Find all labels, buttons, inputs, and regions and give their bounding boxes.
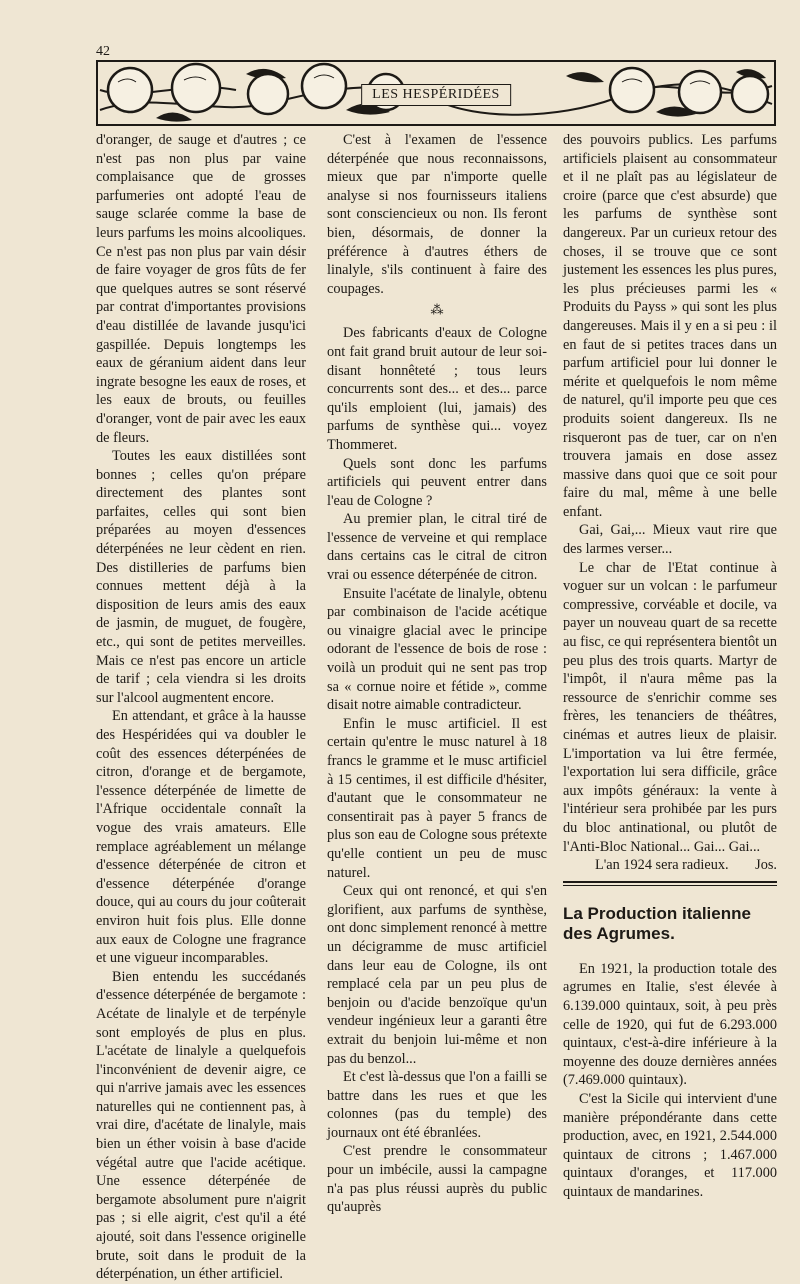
section-divider-thin [563, 885, 777, 886]
paragraph: Ensuite l'acétate de linalyle, obtenu par combinaison de l'acide acétique ou vinaigre glacial avec le principe odorant de l'essence de bois de rose : voilà un produit qui ne sent pas trop sa « cornue noire et fétide », comme disait notre aimable contradicteur. [327, 585, 547, 714]
column-2 [327, 131, 547, 1217]
paragraph: Enfin le musc artificiel. Il est certain qu'entre le musc naturel à 18 francs le gramme et le musc artificiel à 15 centimes, il est difficile d'hésiter, d'autant que le consommateur ne consentirait pas à payer 5 francs de plus son eau de Cologne sous prétexte qu'elle contient un peu de musc naturel. [327, 715, 547, 881]
column-1 [96, 131, 306, 1284]
paragraph: Le char de l'Etat continue à voguer sur un volcan : le parfumeur compressive, corvéable et docile, va payer un nouveau quart de sa recette au fisc, ce qui représentera bientôt un peu plus des trois quarts. Martyr de l'impôt, il n'aura même pas la ressource de s'enrichir comme ses frères, les tenanciers de théâtres, cinémas et autres lieux de plaisir. L'importation va lui être fermée, l'exportation lui sera difficile, grâce aux impôts généraux: la vente à l'intérieur sera prohibée par les purs du bloc antinational, ou plutôt de l'Anti-Bloc National... Gai... Gai... [563, 559, 777, 855]
paragraph: C'est la Sicile qui intervient d'une manière prépondérante dans cette production, avec, en 1921, 2.544.000 quintaux de citrons ; 1.467.000 quintaux d'oranges, et 117.000 quintaux de mandarines. [563, 1090, 777, 1200]
paragraph: Toutes les eaux distillées sont bonnes ; celles qu'on prépare directement des plantes sont parfaites, celles qui sont bien préparées au moyen d'essences déterpénées ne leur cèdent en rien. Des distilleries de parfums bien connues mettent déjà à la disposition de leurs amis des eaux de jasmin, de muguet, de fougère, etc., qui sont de petites merveilles. Mais ce n'est pas encore un article de tarif ; cela viendra si les droits sur l'alcool augmentent encore. [96, 448, 306, 706]
section-divider [563, 881, 777, 883]
paragraph: d'oranger, de sauge et d'autres ; ce n'est pas non plus par vaine complaisance que de grosses parfumeries ont adopté l'eau de sauge sclarée comme la base de leurs parfums les moins alcooliques. Ce n'est pas non plus par vain désir de faire voyager de gros fûts de fer que quelques autres se sont réservé par contrat d'importantes provisions d'eau distillée de lavande jusqu'ici gaspillée. Depuis longtemps les eaux de géranium aident dans leur ingrate besogne les eaux de roses, et les eaux de brouts, ou feuilles d'oranger, vont de pair avec les eaux de fleurs. [96, 132, 306, 446]
paragraph: C'est à l'examen de l'essence déterpénée que nous reconnaissons, mieux que par n'importe quelle analyse si nos fournisseurs italiens sont consciencieux ou non. Ils feront bien, désormais, de donner la préférence à d'autres éthers de linalyle, s'ils continuent à faire des coupages. [327, 132, 547, 297]
paragraph: Au premier plan, le citral tiré de l'essence de verveine et qui remplace dans certains cas le citral de citron vrai ou essence déterpénée de citron. [327, 511, 547, 584]
author-signature: Jos. [755, 857, 777, 874]
paragraph: En 1921, la production totale des agrumes en Italie, s'est élevée à 6.139.000 quintaux, soit, à peu près celle de 1920, qui fut de 6.293.000 quintaux, c'est-à-dire inférieure à la moyenne des douze dernières années (7.469.000 quintaux). [563, 960, 777, 1089]
asterism-separator: ⁂ [430, 302, 444, 318]
paragraph: Et c'est là-dessus que l'on a failli se battre dans les rues et que les colonnes (pas du temple) des journaux ont été ébranlées. [327, 1069, 547, 1141]
paragraph: Gai, Gai,... Mieux vaut rire que des larmes verser... [563, 522, 777, 558]
paragraph: Quels sont donc les parfums artificiels qui peuvent entrer dans l'eau de Cologne ? [327, 455, 547, 509]
paragraph: Ceux qui ont renoncé, et qui s'en glorifient, aux parfums de synthèse, ont donc simplement renoncé à mettre un décigramme de musc artificiel dans leur eau de Cologne, ils ont remplacé cela par un peu plus de benjoin ou d'acide benzoïque qu'un vendeur ingénieux leur a garanti être extrait du benjoin lui-même et non pas du benzol... [327, 883, 547, 1067]
paragraph: des pouvoirs publics. Les parfums artificiels plaisent au consommateur et il ne plaît pas au législateur de croire (parce que c'est absurde) que les parfums de synthèse sont dangereux. Par un curieux retour des choses, il se trouve que ce sont justement les essences les plus pures, les plus précieuses parmi les « Produits du Payss » qui sont les plus dangereuses. Mais il y en a si peu : il en faut de si petites traces dans un parfum artificiel pour lui donner le mérite et quelquefois le nom même de naturel, qu'il importe peu que ces produits soient dangereux. Ils ne risqueront pas de tuer, car on n'en trouvera jamais en dose assez massive dans quoi que ce soit pour faire du mal, même à une belle enfant. [563, 132, 777, 520]
paragraph: En attendant, et grâce à la hausse des Hespéridées qui va doubler le coût des essences déterpénées de citron, d'orange et de bergamote, l'essence déterpénée de limette de l'Afrique occidentale connaît la vogue des vrais amateurs. Elle remplace agréablement un mélange d'essence déterpénée de citron et d'essence déterpénée d'orange douce, qui au cours du jour coûterait environ huit fois plus. Elle donne aux eaux de Cologne une fragrance et une vigueur incomparables. [96, 708, 306, 967]
paragraph: C'est prendre le consommateur pour un imbécile, aussi la campagne n'a pas plus réussi auprès du public qu'auprès [327, 1143, 547, 1216]
section-heading: La Production italienne des Agrumes. [563, 903, 751, 943]
page-number: 42 [96, 44, 110, 59]
paragraph: Bien entendu les succédanés d'essence déterpénée de bergamote : Acétate de linalyle et de terpényle sont employés de plus en plus. L'acétate de linalyle a quelquefois l'inconvénient de devenir aigre, ce qui n'arrive jamais avec les essences naturelles qui ne contiennent pas, à vrai dire, d'acétate de linalyle, mais bien un éther voisin à base d'acide végétal autre que l'acide acétique. Une essence déterpénée de bergamote absolument pure n'aigrit pas ; si elle aigrit, c'est qu'il a été ajouté, soit dans l'essence originelle brute, soit dans le produit de la déterpénation, un éther artificiel. [96, 968, 306, 1283]
paragraph: Des fabricants d'eaux de Cologne ont fait grand bruit autour de leur soi-disant honnêteté ; tous leurs concurrents sont des... et des... parce qu'ils emploient (lui, jamais) des parfums de synthèse qui... voyez Thommeret. [327, 325, 547, 453]
running-title: LES HESPÉRIDÉES [361, 84, 511, 106]
decorative-banner [96, 60, 776, 126]
signoff-text: L'an 1924 sera radieux. [595, 857, 729, 874]
column-3 [563, 131, 777, 1201]
signoff-line [563, 856, 777, 875]
